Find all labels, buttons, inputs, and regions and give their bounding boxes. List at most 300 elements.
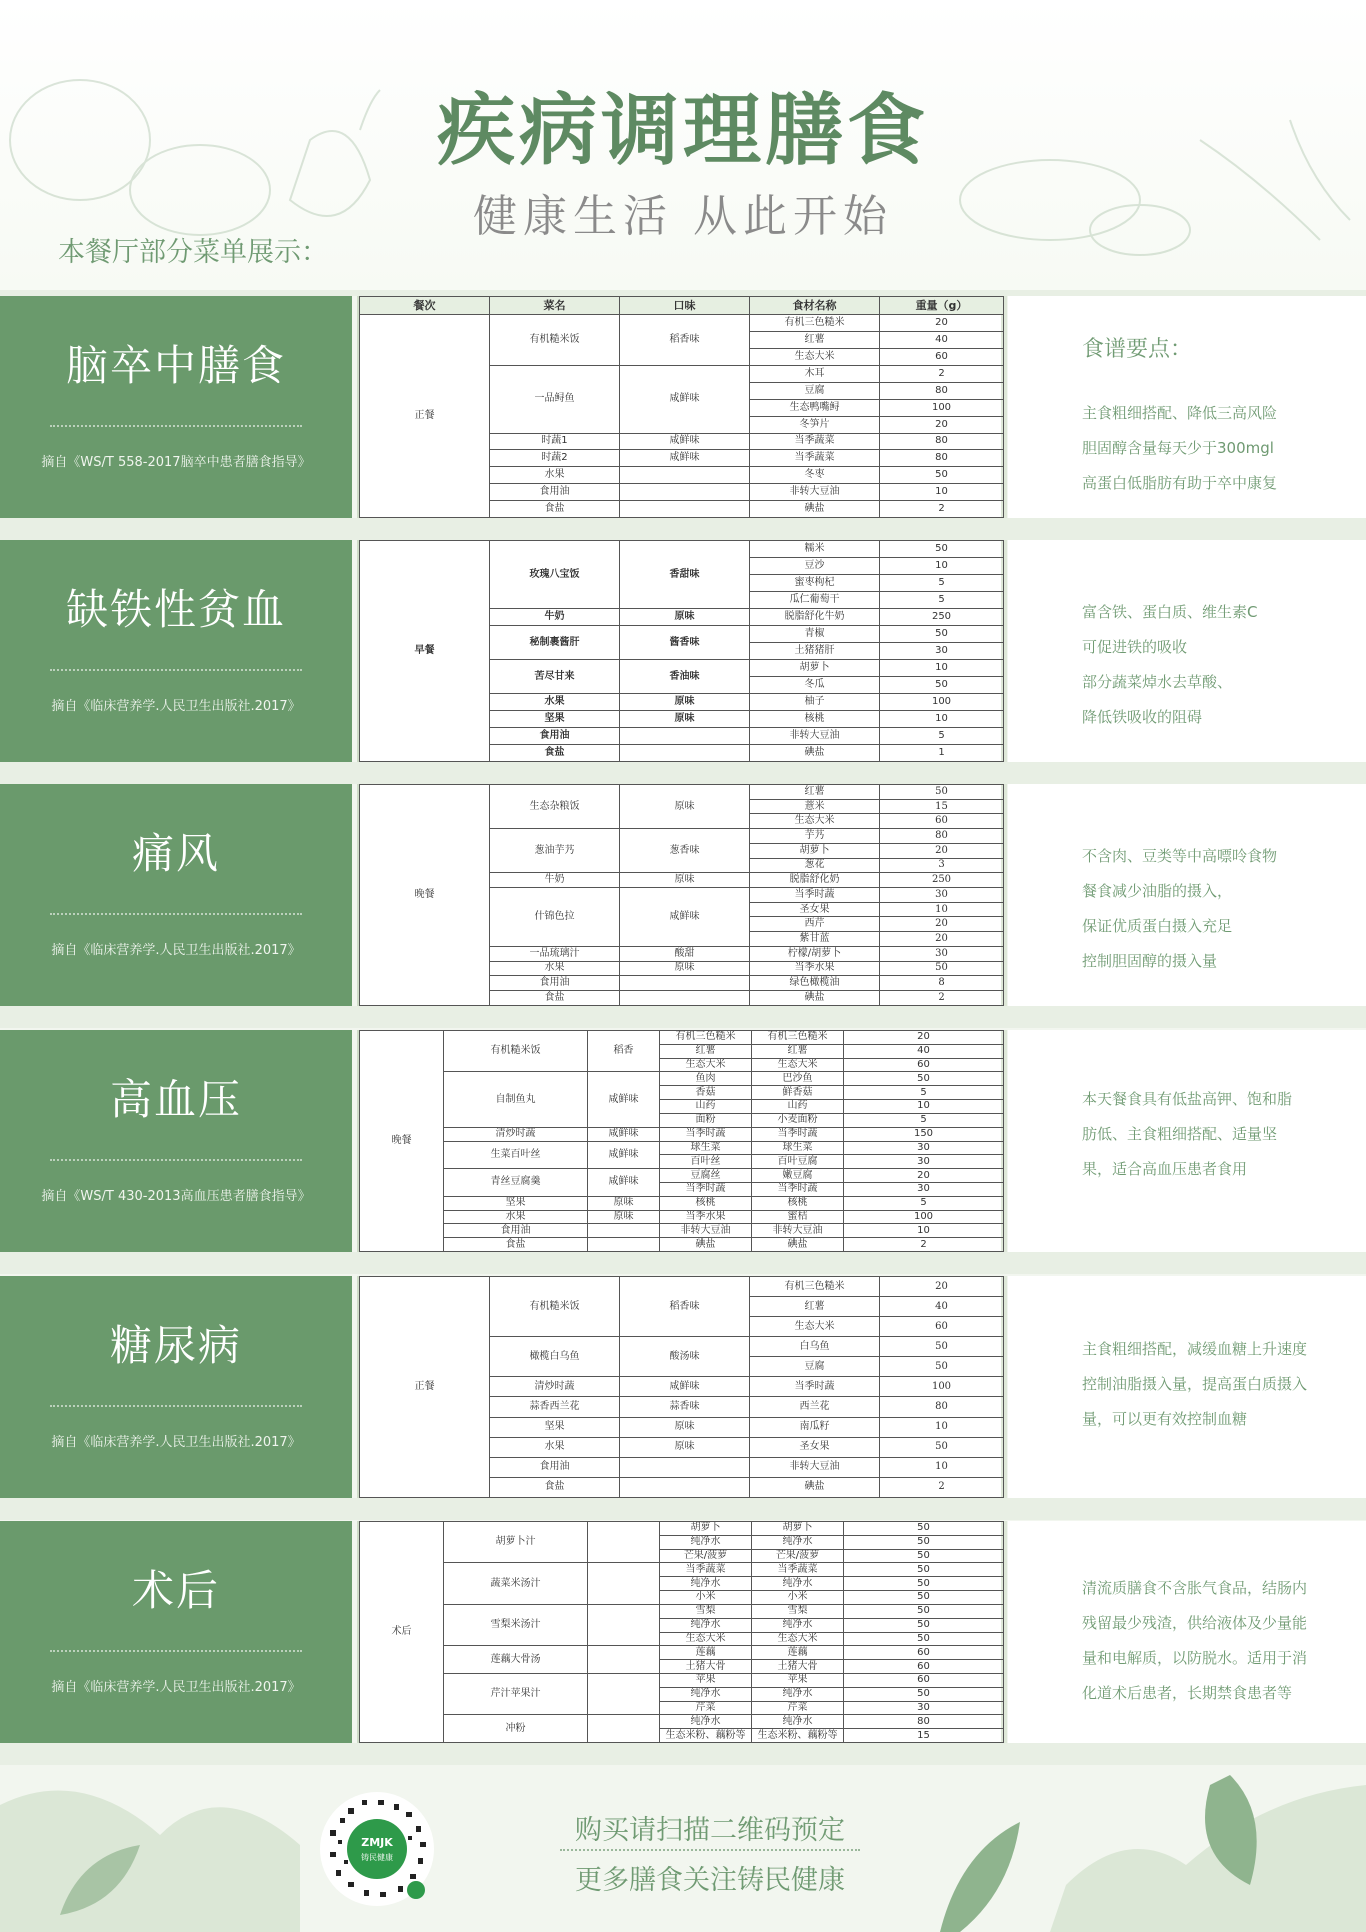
more-text: 更多膳食关注铸民健康 bbox=[575, 1865, 845, 1896]
ingredient-cell: 生态大米 bbox=[750, 1317, 880, 1337]
dish-cell: 坚果 bbox=[490, 1417, 620, 1437]
weight-cell: 2 bbox=[880, 366, 1004, 383]
dish-cell: 清炒时蔬 bbox=[444, 1127, 588, 1141]
weight-cell: 80 bbox=[844, 1715, 1004, 1729]
weight-cell: 60 bbox=[844, 1673, 1004, 1687]
ingredient-cell: 生态米粉、藕粉等 bbox=[660, 1729, 752, 1743]
ingredient-cell: 土猪猪肝 bbox=[750, 643, 880, 660]
ingredient-cell: 白乌鱼 bbox=[750, 1337, 880, 1357]
dish-cell: 清炒时蔬 bbox=[490, 1377, 620, 1397]
taste-cell bbox=[620, 745, 750, 762]
ingredient-cell: 生态鸭嘴鲟 bbox=[750, 399, 880, 416]
page-title: 疾病调理膳食 bbox=[436, 86, 929, 176]
taste-cell: 葱香味 bbox=[620, 829, 750, 873]
dish-cell: 坚果 bbox=[490, 711, 620, 728]
ingredient-cell: 南瓜籽 bbox=[750, 1417, 880, 1437]
taste-cell: 咸鲜味 bbox=[620, 366, 750, 434]
ingredient-cell: 西兰花 bbox=[750, 1397, 880, 1417]
weight-cell: 15 bbox=[844, 1729, 1004, 1743]
taste-cell bbox=[620, 1457, 750, 1477]
ingredient-cell: 当季时蔬 bbox=[750, 1377, 880, 1397]
note-line: 胆固醇含量每天少于300mgl bbox=[1082, 439, 1274, 457]
weight-cell: 5 bbox=[880, 592, 1004, 609]
footer-divider bbox=[560, 1849, 860, 1851]
weight-cell: 80 bbox=[880, 433, 1004, 450]
ingredient-cell: 百叶丝 bbox=[660, 1155, 752, 1169]
ingredient-cell: 纯净水 bbox=[660, 1577, 752, 1591]
section-divider bbox=[50, 1650, 302, 1652]
weight-cell: 3 bbox=[880, 858, 1004, 873]
weight-cell: 50 bbox=[880, 1337, 1004, 1357]
dish-cell: 牛奶 bbox=[490, 609, 620, 626]
note-line: 可促进铁的吸收 bbox=[1082, 638, 1188, 656]
notes-list bbox=[1082, 1332, 1307, 1437]
section-band bbox=[0, 1006, 1366, 1028]
table-row bbox=[360, 1604, 1004, 1618]
note-line: 保证优质蛋白摄入充足 bbox=[1082, 917, 1233, 935]
weight-cell: 20 bbox=[844, 1169, 1004, 1183]
ingredient-cell: 当季时蔬 bbox=[752, 1182, 844, 1196]
meal-cell: 晚餐 bbox=[360, 785, 490, 1006]
ingredient-cell: 球生菜 bbox=[660, 1141, 752, 1155]
note-line: 部分蔬菜焯水去草酸、 bbox=[1082, 673, 1233, 691]
weight-cell: 50 bbox=[844, 1577, 1004, 1591]
table-row bbox=[360, 1141, 1004, 1155]
taste-cell bbox=[588, 1604, 660, 1645]
dish-cell: 冲粉 bbox=[444, 1715, 588, 1743]
ingredient-cell: 芒果/菠萝 bbox=[752, 1549, 844, 1563]
ingredient-cell: 豆腐丝 bbox=[660, 1169, 752, 1183]
meal-cell: 早餐 bbox=[360, 541, 490, 762]
taste-cell bbox=[620, 467, 750, 484]
ingredient-cell: 莲藕 bbox=[660, 1646, 752, 1660]
ingredient-cell: 绿色橄榄油 bbox=[750, 976, 880, 991]
dish-cell: 水果 bbox=[490, 694, 620, 711]
table-row bbox=[360, 1522, 1004, 1536]
weight-cell: 20 bbox=[844, 1031, 1004, 1045]
section-name: 糖尿病 bbox=[109, 1320, 242, 1370]
weight-cell: 20 bbox=[880, 1277, 1004, 1297]
dish-cell: 坚果 bbox=[444, 1196, 588, 1210]
section-band bbox=[0, 1252, 1366, 1274]
ingredient-cell: 生态米粉、藕粉等 bbox=[752, 1729, 844, 1743]
notes-panel bbox=[1008, 1521, 1366, 1743]
weight-cell: 40 bbox=[844, 1044, 1004, 1058]
diet-section bbox=[0, 296, 1366, 518]
notes-list bbox=[1082, 1571, 1307, 1711]
ingredient-cell: 小麦面粉 bbox=[752, 1113, 844, 1127]
taste-cell: 酸汤味 bbox=[620, 1337, 750, 1377]
weight-cell: 50 bbox=[844, 1072, 1004, 1086]
weight-cell: 80 bbox=[880, 382, 1004, 399]
ingredient-cell: 芹菜 bbox=[660, 1701, 752, 1715]
ingredient-cell: 核桃 bbox=[660, 1196, 752, 1210]
dish-cell: 蔬菜米汤汁 bbox=[444, 1563, 588, 1604]
weight-cell: 100 bbox=[880, 399, 1004, 416]
taste-cell bbox=[620, 991, 750, 1006]
section-label-panel bbox=[0, 296, 352, 518]
ingredient-cell: 纯净水 bbox=[752, 1687, 844, 1701]
ingredient-cell: 葱花 bbox=[750, 858, 880, 873]
table-row bbox=[360, 1673, 1004, 1687]
taste-cell: 蒜香味 bbox=[620, 1397, 750, 1417]
weight-cell: 50 bbox=[844, 1591, 1004, 1605]
section-name: 高血压 bbox=[109, 1074, 242, 1124]
ingredient-cell: 生态大米 bbox=[752, 1058, 844, 1072]
weight-cell: 30 bbox=[880, 888, 1004, 903]
weight-cell: 50 bbox=[880, 961, 1004, 976]
ingredient-cell: 纯净水 bbox=[660, 1715, 752, 1729]
ingredient-cell: 鲜香菇 bbox=[752, 1086, 844, 1100]
taste-cell bbox=[620, 976, 750, 991]
ingredient-cell: 芋艿 bbox=[750, 829, 880, 844]
weight-cell: 80 bbox=[880, 1397, 1004, 1417]
ingredient-cell: 胡萝卜 bbox=[752, 1522, 844, 1536]
ingredient-cell: 胡萝卜 bbox=[750, 660, 880, 677]
weight-cell: 2 bbox=[880, 1477, 1004, 1497]
ingredient-cell: 蜜桔 bbox=[752, 1210, 844, 1224]
taste-cell: 原味 bbox=[620, 1437, 750, 1457]
ingredient-cell: 豆腐 bbox=[750, 382, 880, 399]
weight-cell: 40 bbox=[880, 332, 1004, 349]
weight-cell: 30 bbox=[880, 946, 1004, 961]
ingredient-cell: 当季水果 bbox=[750, 961, 880, 976]
weight-cell: 100 bbox=[880, 694, 1004, 711]
ingredient-cell: 糯米 bbox=[750, 541, 880, 558]
ingredient-cell: 苹果 bbox=[752, 1673, 844, 1687]
taste-cell: 原味 bbox=[620, 609, 750, 626]
ingredient-cell: 纯净水 bbox=[752, 1577, 844, 1591]
table-row bbox=[360, 1196, 1004, 1210]
section-divider bbox=[50, 425, 302, 427]
dish-cell: 雪梨米汤汁 bbox=[444, 1604, 588, 1645]
weight-cell: 50 bbox=[880, 785, 1004, 800]
ingredient-cell: 小米 bbox=[660, 1591, 752, 1605]
diet-section bbox=[0, 1276, 1366, 1498]
ingredient-cell: 胡萝卜 bbox=[660, 1522, 752, 1536]
ingredient-cell: 碘盐 bbox=[752, 1238, 844, 1252]
menu-table-panel bbox=[357, 784, 1007, 1006]
meal-cell: 晚餐 bbox=[360, 1031, 444, 1252]
dish-cell: 芹汁苹果汁 bbox=[444, 1673, 588, 1714]
taste-cell: 咸鲜味 bbox=[620, 888, 750, 947]
menu-table-panel bbox=[357, 1276, 1007, 1498]
notes-list bbox=[1082, 839, 1277, 979]
ingredient-cell: 纯净水 bbox=[752, 1618, 844, 1632]
taste-cell: 原味 bbox=[620, 1417, 750, 1437]
taste-cell: 原味 bbox=[620, 694, 750, 711]
dish-cell: 自制鱼丸 bbox=[444, 1072, 588, 1127]
ingredient-cell: 木耳 bbox=[750, 366, 880, 383]
ingredient-cell: 小米 bbox=[752, 1591, 844, 1605]
table-row bbox=[360, 785, 1004, 800]
section-source: 摘自《临床营养学.人民卫生出版社.2017》 bbox=[51, 699, 301, 715]
ingredient-cell: 红薯 bbox=[752, 1044, 844, 1058]
table-header-cell: 重量（g） bbox=[880, 297, 1004, 315]
dish-cell: 水果 bbox=[490, 467, 620, 484]
ingredient-cell: 当季时蔬 bbox=[752, 1127, 844, 1141]
page-subtitle: 健康生活 从此开始 bbox=[473, 191, 893, 242]
dish-cell: 水果 bbox=[444, 1210, 588, 1224]
note-line: 本天餐食具有低盐高钾、饱和脂 bbox=[1082, 1090, 1293, 1108]
table-header-cell: 口味 bbox=[620, 297, 750, 315]
ingredient-cell: 柠檬/胡萝卜 bbox=[750, 946, 880, 961]
notes-panel bbox=[1008, 296, 1366, 518]
taste-cell: 咸鲜味 bbox=[620, 450, 750, 467]
weight-cell: 30 bbox=[844, 1141, 1004, 1155]
diet-section bbox=[0, 1521, 1366, 1743]
weight-cell: 60 bbox=[844, 1660, 1004, 1674]
ingredient-cell: 纯净水 bbox=[660, 1618, 752, 1632]
ingredient-cell: 冬瓜 bbox=[750, 677, 880, 694]
qr-caption: 铸民健康 bbox=[361, 1853, 393, 1862]
dish-cell: 时蔬2 bbox=[490, 450, 620, 467]
taste-cell bbox=[588, 1522, 660, 1563]
meal-cell: 正餐 bbox=[360, 315, 490, 518]
dish-cell: 食用油 bbox=[444, 1224, 588, 1238]
weight-cell: 20 bbox=[880, 315, 1004, 332]
weight-cell: 60 bbox=[844, 1058, 1004, 1072]
header-area bbox=[0, 0, 1366, 290]
ingredient-cell: 豆沙 bbox=[750, 558, 880, 575]
ingredient-cell: 当季蔬菜 bbox=[750, 433, 880, 450]
ingredient-cell: 非转大豆油 bbox=[750, 484, 880, 501]
taste-cell: 咸鲜味 bbox=[588, 1072, 660, 1127]
ingredient-cell: 胡萝卜 bbox=[750, 843, 880, 858]
section-name: 痛风 bbox=[131, 828, 220, 878]
table-header-cell: 餐次 bbox=[360, 297, 490, 315]
ingredient-cell: 香菇 bbox=[660, 1086, 752, 1100]
dish-cell: 生态杂粮饭 bbox=[490, 785, 620, 829]
dish-cell: 牛奶 bbox=[490, 873, 620, 888]
diet-section bbox=[0, 540, 1366, 762]
section-divider bbox=[50, 1159, 302, 1161]
dish-cell: 胡萝卜汁 bbox=[444, 1522, 588, 1563]
ingredient-cell: 脱脂舒化奶 bbox=[750, 873, 880, 888]
note-line: 控制油脂摄入量，提高蛋白质摄入 bbox=[1082, 1375, 1308, 1393]
ingredient-cell: 青椒 bbox=[750, 626, 880, 643]
taste-cell bbox=[620, 1477, 750, 1497]
section-label-panel bbox=[0, 1030, 352, 1252]
weight-cell: 50 bbox=[880, 1437, 1004, 1457]
dish-cell: 食盐 bbox=[490, 991, 620, 1006]
ingredient-cell: 生态大米 bbox=[752, 1632, 844, 1646]
ingredient-cell: 巴沙鱼 bbox=[752, 1072, 844, 1086]
table-row bbox=[360, 1210, 1004, 1224]
ingredient-cell: 球生菜 bbox=[752, 1141, 844, 1155]
ingredient-cell: 碘盐 bbox=[750, 1477, 880, 1497]
ingredient-cell: 生态大米 bbox=[660, 1058, 752, 1072]
ingredient-cell: 红薯 bbox=[750, 785, 880, 800]
weight-cell: 20 bbox=[880, 416, 1004, 433]
dish-cell: 一品琉璃汁 bbox=[490, 946, 620, 961]
weight-cell: 60 bbox=[880, 349, 1004, 366]
ingredient-cell: 瓜仁葡萄干 bbox=[750, 592, 880, 609]
taste-cell: 香油味 bbox=[620, 660, 750, 694]
weight-cell: 100 bbox=[844, 1210, 1004, 1224]
weight-cell: 2 bbox=[880, 991, 1004, 1006]
ingredient-cell: 柚子 bbox=[750, 694, 880, 711]
ingredient-cell: 紫甘蓝 bbox=[750, 932, 880, 947]
weight-cell: 50 bbox=[880, 626, 1004, 643]
menu-table-panel bbox=[357, 1030, 1007, 1252]
taste-cell: 咸鲜味 bbox=[620, 433, 750, 450]
dish-cell: 生菜百叶丝 bbox=[444, 1141, 588, 1169]
taste-cell bbox=[620, 484, 750, 501]
ingredient-cell: 碘盐 bbox=[660, 1238, 752, 1252]
note-line: 降低铁吸收的阻碍 bbox=[1082, 708, 1203, 726]
weight-cell: 30 bbox=[844, 1701, 1004, 1715]
dish-cell: 食用油 bbox=[490, 728, 620, 745]
weight-cell: 10 bbox=[844, 1224, 1004, 1238]
weight-cell: 50 bbox=[844, 1632, 1004, 1646]
table-row bbox=[360, 315, 1004, 332]
dish-cell: 秘制裹酱肝 bbox=[490, 626, 620, 660]
table-header-cell: 菜名 bbox=[490, 297, 620, 315]
section-name: 脑卒中膳食 bbox=[65, 340, 286, 390]
taste-cell: 酱香味 bbox=[620, 626, 750, 660]
weight-cell: 50 bbox=[844, 1535, 1004, 1549]
dish-cell: 莲藕大骨汤 bbox=[444, 1646, 588, 1674]
weight-cell: 60 bbox=[880, 1317, 1004, 1337]
note-line: 不含肉、豆类等中高嘌呤食物 bbox=[1082, 847, 1278, 865]
ingredient-cell: 当季水果 bbox=[660, 1210, 752, 1224]
note-line: 量和电解质，以防脱水。适用于消 bbox=[1082, 1649, 1308, 1667]
ingredient-cell: 山药 bbox=[660, 1100, 752, 1114]
section-source: 摘自《临床营养学.人民卫生出版社.2017》 bbox=[51, 1435, 301, 1451]
section-source: 摘自《WS/T 430-2013高血压患者膳食指导》 bbox=[41, 1189, 311, 1205]
taste-cell: 酸甜 bbox=[620, 946, 750, 961]
taste-cell bbox=[588, 1563, 660, 1604]
ingredient-cell: 有机三色糙米 bbox=[660, 1031, 752, 1045]
notes-list bbox=[1082, 1082, 1292, 1187]
taste-cell: 原味 bbox=[620, 785, 750, 829]
weight-cell: 10 bbox=[880, 1457, 1004, 1477]
section-band bbox=[0, 518, 1366, 540]
weight-cell: 1 bbox=[880, 745, 1004, 762]
dish-cell: 葱油芋艿 bbox=[490, 829, 620, 873]
meal-cell: 正餐 bbox=[360, 1277, 490, 1498]
notes-heading: 食谱要点： bbox=[1082, 337, 1193, 362]
dish-cell: 食盐 bbox=[490, 745, 620, 762]
taste-cell bbox=[588, 1238, 660, 1252]
ingredient-cell: 西芹 bbox=[750, 917, 880, 932]
notes-panel bbox=[1008, 1276, 1366, 1498]
note-line: 清流质膳食不含胀气食品，结肠内 bbox=[1082, 1579, 1308, 1597]
taste-cell bbox=[588, 1715, 660, 1743]
ingredient-cell: 雪梨 bbox=[752, 1604, 844, 1618]
ingredient-cell: 生态大米 bbox=[660, 1632, 752, 1646]
dish-cell: 食用油 bbox=[490, 484, 620, 501]
weight-cell: 10 bbox=[880, 902, 1004, 917]
menu-table-panel bbox=[357, 296, 1007, 518]
section-label-panel bbox=[0, 540, 352, 762]
weight-cell: 30 bbox=[880, 643, 1004, 660]
ingredient-cell: 有机三色糙米 bbox=[750, 1277, 880, 1297]
dish-cell: 有机糙米饭 bbox=[444, 1031, 588, 1072]
ingredient-cell: 嫩豆腐 bbox=[752, 1169, 844, 1183]
ingredient-cell: 碘盐 bbox=[750, 501, 880, 518]
dish-cell: 一品鲟鱼 bbox=[490, 366, 620, 434]
ingredient-cell: 红薯 bbox=[660, 1044, 752, 1058]
dish-cell: 有机糙米饭 bbox=[490, 1277, 620, 1337]
weight-cell: 20 bbox=[880, 932, 1004, 947]
ingredient-cell: 非转大豆油 bbox=[752, 1224, 844, 1238]
section-band bbox=[0, 1498, 1366, 1520]
ingredient-cell: 当季蔬菜 bbox=[660, 1563, 752, 1577]
ingredient-cell: 雪梨 bbox=[660, 1604, 752, 1618]
section-source: 摘自《临床营养学.人民卫生出版社.2017》 bbox=[51, 1680, 301, 1696]
weight-cell: 5 bbox=[880, 575, 1004, 592]
ingredient-cell: 生态大米 bbox=[750, 349, 880, 366]
dish-cell: 蒜香西兰花 bbox=[490, 1397, 620, 1417]
menu-table-panel bbox=[357, 1521, 1007, 1743]
meal-cell: 术后 bbox=[360, 1522, 444, 1743]
table-row bbox=[360, 1072, 1004, 1086]
taste-cell: 稻香 bbox=[588, 1031, 660, 1072]
weight-cell: 250 bbox=[880, 873, 1004, 888]
table-row bbox=[360, 1646, 1004, 1660]
weight-cell: 50 bbox=[844, 1604, 1004, 1618]
section-name: 术后 bbox=[131, 1565, 220, 1615]
taste-cell: 原味 bbox=[588, 1210, 660, 1224]
table-row bbox=[360, 1169, 1004, 1183]
menu-table bbox=[359, 784, 1004, 1006]
weight-cell: 30 bbox=[844, 1182, 1004, 1196]
weight-cell: 20 bbox=[880, 843, 1004, 858]
ingredient-cell: 薏米 bbox=[750, 799, 880, 814]
qr-code[interactable] bbox=[318, 1790, 436, 1908]
menu-table bbox=[359, 1030, 1004, 1252]
menu-table bbox=[359, 1276, 1004, 1498]
table-header-cell: 食材名称 bbox=[750, 297, 880, 315]
taste-cell bbox=[620, 501, 750, 518]
menu-table bbox=[359, 296, 1004, 518]
ingredient-cell: 非转大豆油 bbox=[750, 728, 880, 745]
ingredient-cell: 芹菜 bbox=[752, 1701, 844, 1715]
notes-panel bbox=[1008, 1030, 1366, 1252]
weight-cell: 5 bbox=[844, 1196, 1004, 1210]
ingredient-cell: 圣女果 bbox=[750, 902, 880, 917]
section-divider bbox=[50, 1405, 302, 1407]
weight-cell: 80 bbox=[880, 450, 1004, 467]
taste-cell bbox=[588, 1224, 660, 1238]
taste-cell: 原味 bbox=[620, 711, 750, 728]
weight-cell: 50 bbox=[844, 1549, 1004, 1563]
section-divider bbox=[50, 913, 302, 915]
dish-cell: 什锦色拉 bbox=[490, 888, 620, 947]
ingredient-cell: 冬枣 bbox=[750, 467, 880, 484]
ingredient-cell: 土猪大骨 bbox=[752, 1660, 844, 1674]
dish-cell: 时蔬1 bbox=[490, 433, 620, 450]
diet-section bbox=[0, 784, 1366, 1006]
note-line: 控制胆固醇的摄入量 bbox=[1082, 952, 1218, 970]
note-line: 主食粗细搭配、降低三高风险 bbox=[1082, 404, 1278, 422]
ingredient-cell: 纯净水 bbox=[752, 1535, 844, 1549]
menu-intro: 本餐厅部分菜单展示： bbox=[58, 237, 328, 268]
dish-cell: 玫瑰八宝饭 bbox=[490, 541, 620, 609]
weight-cell: 50 bbox=[844, 1522, 1004, 1536]
taste-cell: 原味 bbox=[620, 961, 750, 976]
weight-cell: 250 bbox=[880, 609, 1004, 626]
weight-cell: 2 bbox=[844, 1238, 1004, 1252]
ingredient-cell: 面粉 bbox=[660, 1113, 752, 1127]
table-row bbox=[360, 1238, 1004, 1252]
ingredient-cell: 百叶豆腐 bbox=[752, 1155, 844, 1169]
ingredient-cell: 冬笋片 bbox=[750, 416, 880, 433]
taste-cell: 咸鲜味 bbox=[620, 1377, 750, 1397]
table-row bbox=[360, 1277, 1004, 1297]
